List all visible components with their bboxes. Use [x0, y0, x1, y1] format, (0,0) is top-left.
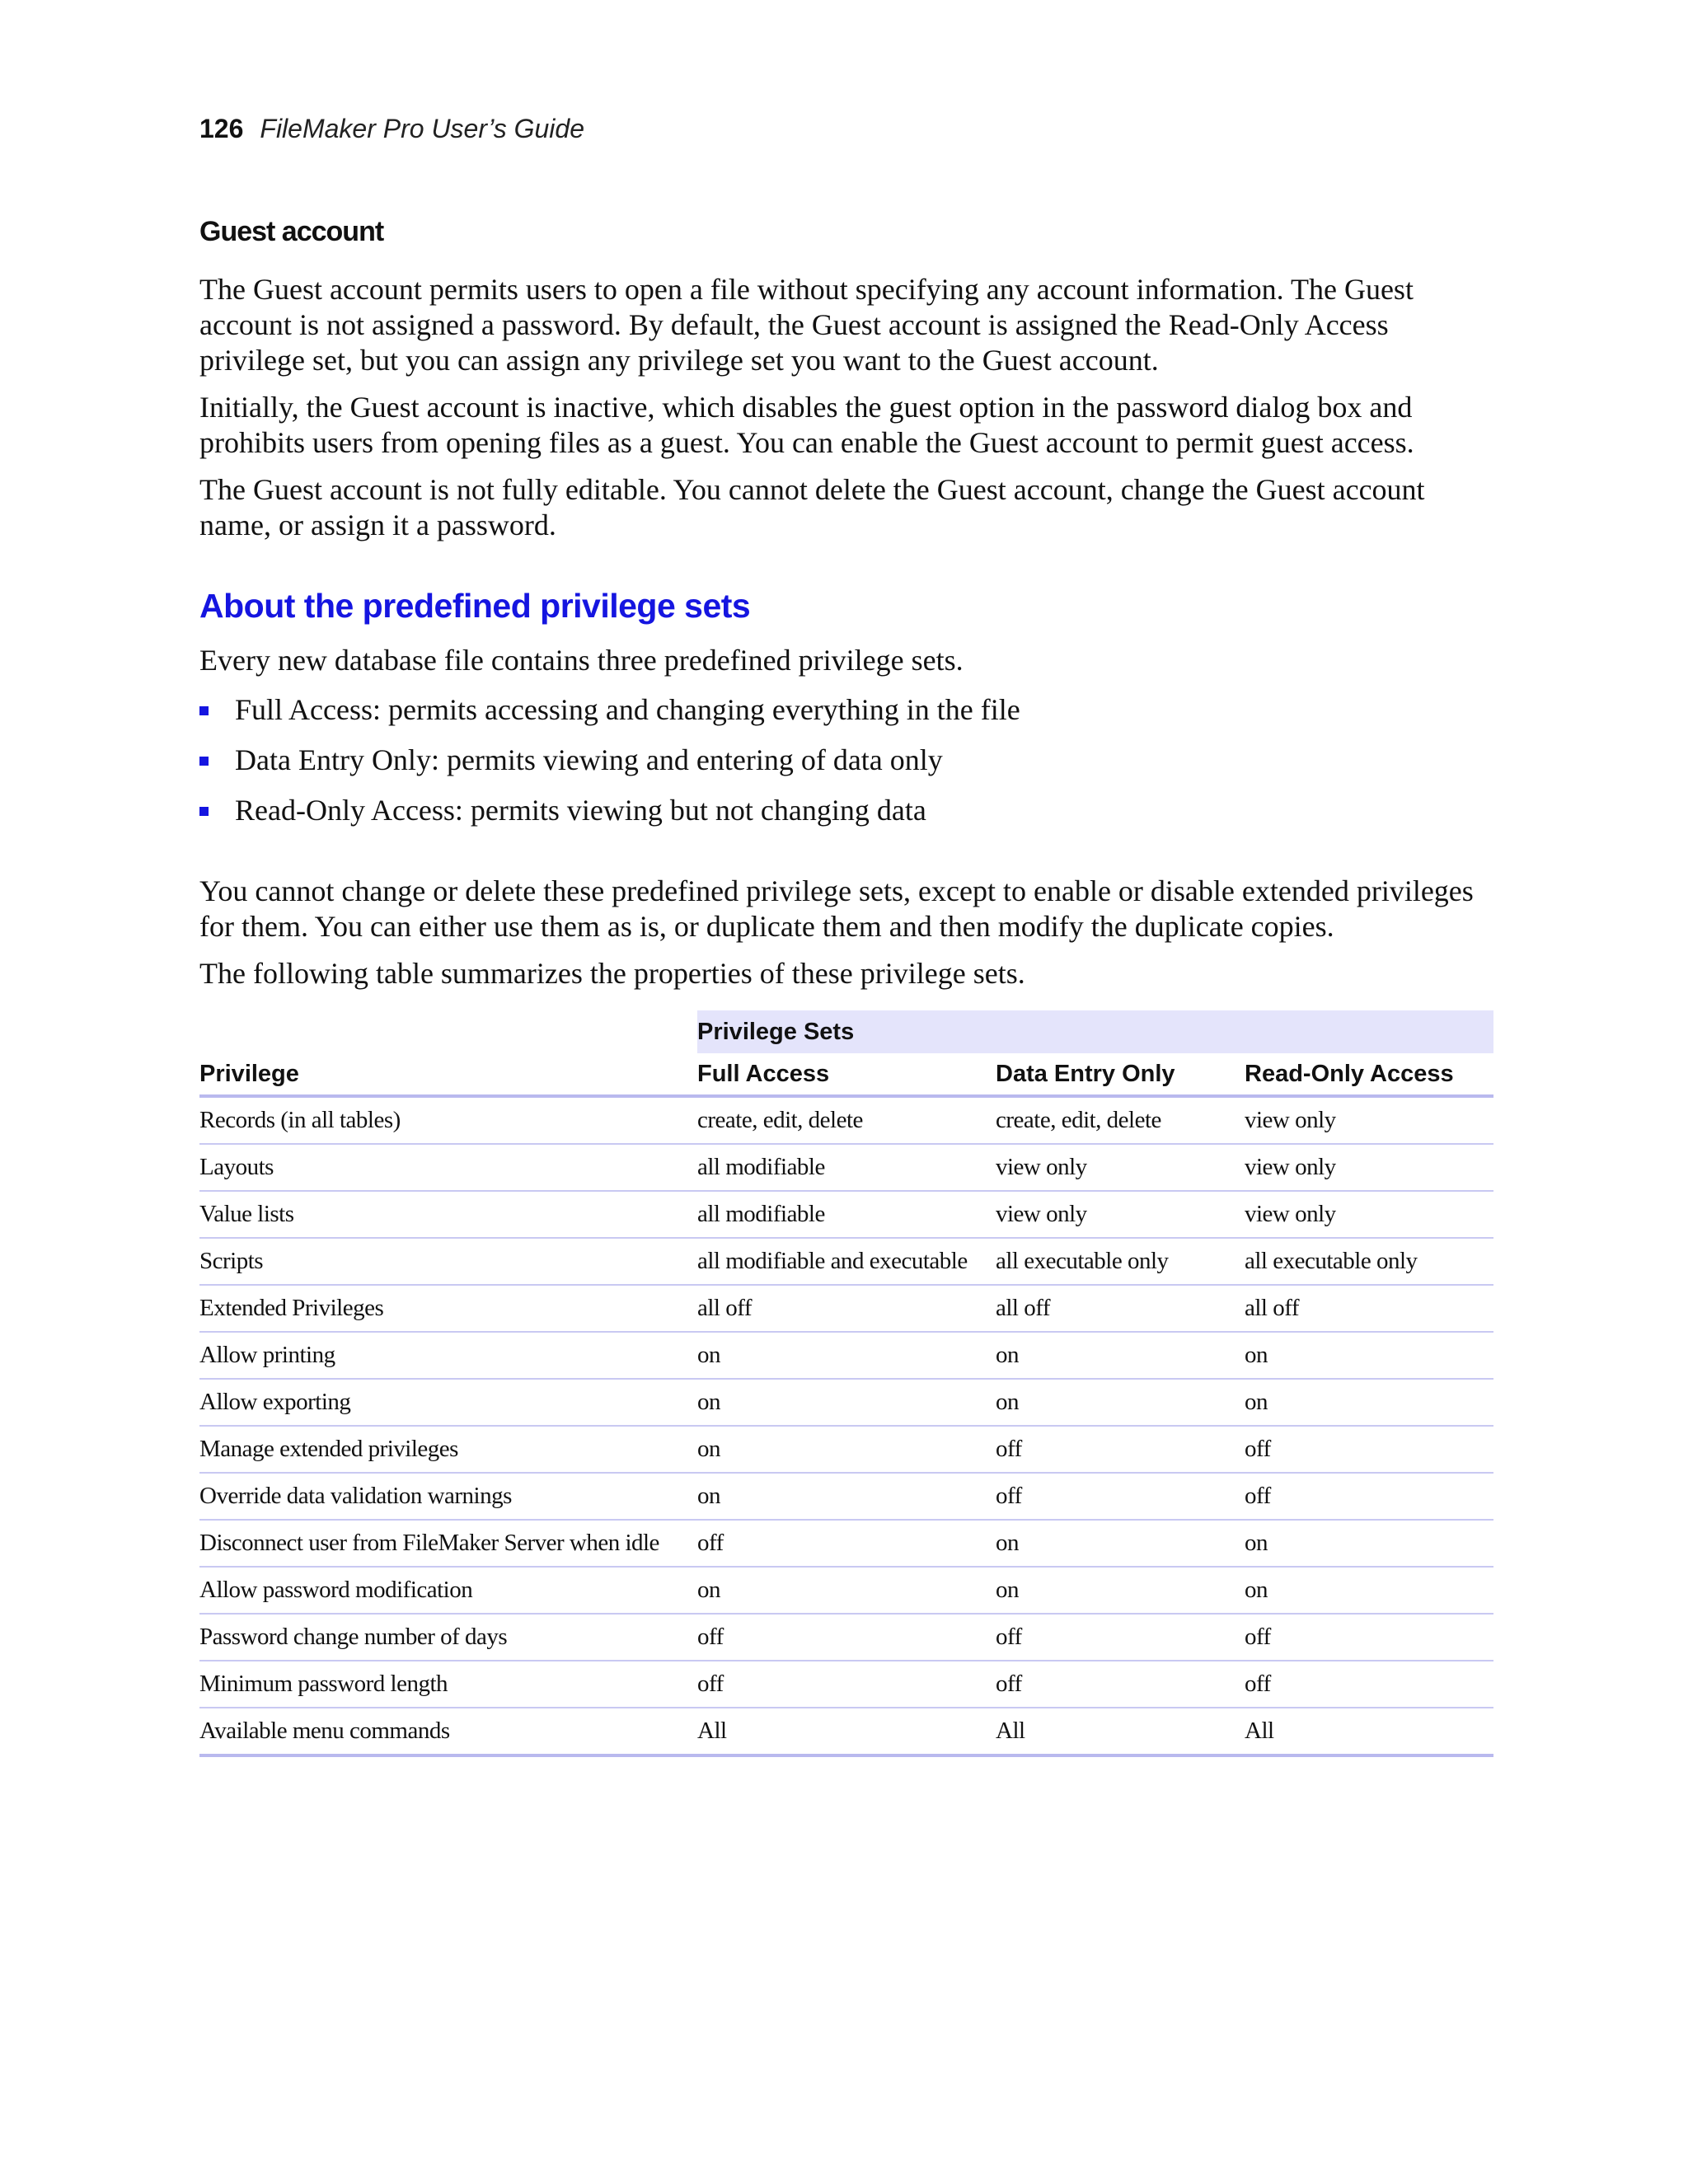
- cell-data-entry-only: create, edit, delete: [996, 1096, 1245, 1144]
- bullet-square-icon: [199, 807, 209, 816]
- guest-account-heading: Guest account: [199, 216, 384, 247]
- privilege-paragraph-1: You cannot change or delete these predefined privilege sets, except to enable or disable extended privileges for them. You can either use them as is, or duplicate them and then modify the duplicate copies.: [199, 874, 1474, 943]
- cell-data-entry-only: off: [996, 1614, 1245, 1661]
- cell-full-access: off: [697, 1661, 996, 1708]
- cell-read-only-access: view only: [1245, 1096, 1493, 1144]
- table-row: [199, 1708, 1493, 1755]
- table-group-spacer: [199, 1010, 697, 1053]
- cell-read-only-access: view only: [1245, 1144, 1493, 1191]
- cell-privilege: Manage extended privileges: [199, 1426, 697, 1473]
- bullet-square-icon: [199, 757, 209, 766]
- cell-read-only-access: all off: [1245, 1285, 1493, 1332]
- cell-privilege: Minimum password length: [199, 1661, 697, 1708]
- guest-paragraph-3: The Guest account is not fully editable. You cannot delete the Guest account, change the Guest account name, or assign it a password.: [199, 473, 1425, 541]
- table-row: [199, 1614, 1493, 1661]
- table-group-header-row: [199, 1010, 1493, 1053]
- bullet-square-icon: [199, 706, 209, 715]
- cell-data-entry-only: off: [996, 1661, 1245, 1708]
- cell-read-only-access: off: [1245, 1426, 1493, 1473]
- cell-privilege: Value lists: [199, 1191, 697, 1238]
- list-item: [199, 793, 1020, 828]
- page-number: 126: [199, 114, 244, 143]
- list-item-text: Read-Only Access: permits viewing but not changing data: [235, 794, 926, 827]
- table-row: [199, 1379, 1493, 1426]
- privilege-sets-heading: About the predefined privilege sets: [199, 587, 751, 625]
- cell-full-access: on: [697, 1426, 996, 1473]
- list-item: [199, 692, 1020, 728]
- cell-read-only-access: on: [1245, 1332, 1493, 1379]
- table-row: [199, 1144, 1493, 1191]
- table-row: [199, 1096, 1493, 1144]
- privilege-set-list: [199, 692, 1020, 843]
- cell-read-only-access: view only: [1245, 1191, 1493, 1238]
- guest-paragraph-1: The Guest account permits users to open a file without specifying any account information. The Guest account is not assigned a password. By default, the Guest account is assigned the Read-Only Access privilege set, but you can assign any privilege set you want to the Guest account.: [199, 273, 1414, 377]
- cell-data-entry-only: view only: [996, 1144, 1245, 1191]
- cell-privilege: Disconnect user from FileMaker Server when idle: [199, 1520, 697, 1567]
- cell-data-entry-only: on: [996, 1567, 1245, 1614]
- list-item-text: Data Entry Only: permits viewing and entering of data only: [235, 743, 943, 776]
- running-header: [199, 114, 584, 144]
- cell-data-entry-only: All: [996, 1708, 1245, 1755]
- cell-data-entry-only: all executable only: [996, 1238, 1245, 1285]
- cell-read-only-access: on: [1245, 1520, 1493, 1567]
- cell-privilege: Override data validation warnings: [199, 1473, 697, 1520]
- cell-privilege: Allow password modification: [199, 1567, 697, 1614]
- privilege-paragraph-2: The following table summarizes the properties of these privilege sets.: [199, 957, 1025, 990]
- table-row: [199, 1332, 1493, 1379]
- book-title: FileMaker Pro User’s Guide: [260, 114, 584, 143]
- cell-privilege: Allow printing: [199, 1332, 697, 1379]
- table-row: [199, 1520, 1493, 1567]
- column-header-privilege: Privilege: [199, 1053, 697, 1096]
- cell-data-entry-only: on: [996, 1520, 1245, 1567]
- cell-privilege: Scripts: [199, 1238, 697, 1285]
- cell-read-only-access: on: [1245, 1567, 1493, 1614]
- column-header-full-access: Full Access: [697, 1053, 996, 1096]
- cell-read-only-access: off: [1245, 1614, 1493, 1661]
- cell-read-only-access: All: [1245, 1708, 1493, 1755]
- cell-data-entry-only: off: [996, 1426, 1245, 1473]
- cell-full-access: on: [697, 1567, 996, 1614]
- privilege-sets-table: [199, 1010, 1493, 1757]
- cell-full-access: all off: [697, 1285, 996, 1332]
- column-header-data-entry-only: Data Entry Only: [996, 1053, 1245, 1096]
- cell-full-access: on: [697, 1473, 996, 1520]
- table-header-row: [199, 1053, 1493, 1096]
- cell-read-only-access: on: [1245, 1379, 1493, 1426]
- cell-full-access: All: [697, 1708, 996, 1755]
- guest-paragraph-2: Initially, the Guest account is inactive, which disables the guest option in the password dialog box and prohibits users from opening files as a guest. You can enable the Guest account to permit guest access.: [199, 391, 1414, 459]
- cell-data-entry-only: off: [996, 1473, 1245, 1520]
- column-header-read-only-access: Read-Only Access: [1245, 1053, 1493, 1096]
- cell-full-access: on: [697, 1332, 996, 1379]
- cell-full-access: create, edit, delete: [697, 1096, 996, 1144]
- cell-privilege: Records (in all tables): [199, 1096, 697, 1144]
- cell-full-access: all modifiable and executable: [697, 1238, 996, 1285]
- table-row: [199, 1238, 1493, 1285]
- cell-full-access: all modifiable: [697, 1191, 996, 1238]
- table-row: [199, 1567, 1493, 1614]
- privilege-sets-group-header: Privilege Sets: [697, 1010, 1493, 1053]
- cell-read-only-access: off: [1245, 1661, 1493, 1708]
- cell-data-entry-only: on: [996, 1379, 1245, 1426]
- cell-read-only-access: all executable only: [1245, 1238, 1493, 1285]
- table-body: [199, 1096, 1493, 1755]
- cell-full-access: on: [697, 1379, 996, 1426]
- cell-privilege: Extended Privileges: [199, 1285, 697, 1332]
- table-row: [199, 1473, 1493, 1520]
- cell-data-entry-only: view only: [996, 1191, 1245, 1238]
- table-row: [199, 1661, 1493, 1708]
- list-item: [199, 743, 1020, 778]
- cell-read-only-access: off: [1245, 1473, 1493, 1520]
- cell-full-access: off: [697, 1520, 996, 1567]
- cell-privilege: Password change number of days: [199, 1614, 697, 1661]
- list-item-text: Full Access: permits accessing and changing everything in the file: [235, 693, 1020, 726]
- guest-account-text: [199, 272, 1493, 555]
- cell-privilege: Allow exporting: [199, 1379, 697, 1426]
- table-row: [199, 1285, 1493, 1332]
- table-row: [199, 1191, 1493, 1238]
- cell-privilege: Available menu commands: [199, 1708, 697, 1755]
- privilege-intro: Every new database file contains three predefined privilege sets.: [199, 644, 964, 677]
- cell-full-access: off: [697, 1614, 996, 1661]
- table-row: [199, 1426, 1493, 1473]
- cell-data-entry-only: all off: [996, 1285, 1245, 1332]
- cell-data-entry-only: on: [996, 1332, 1245, 1379]
- cell-privilege: Layouts: [199, 1144, 697, 1191]
- cell-full-access: all modifiable: [697, 1144, 996, 1191]
- privilege-explanation: [199, 874, 1502, 1003]
